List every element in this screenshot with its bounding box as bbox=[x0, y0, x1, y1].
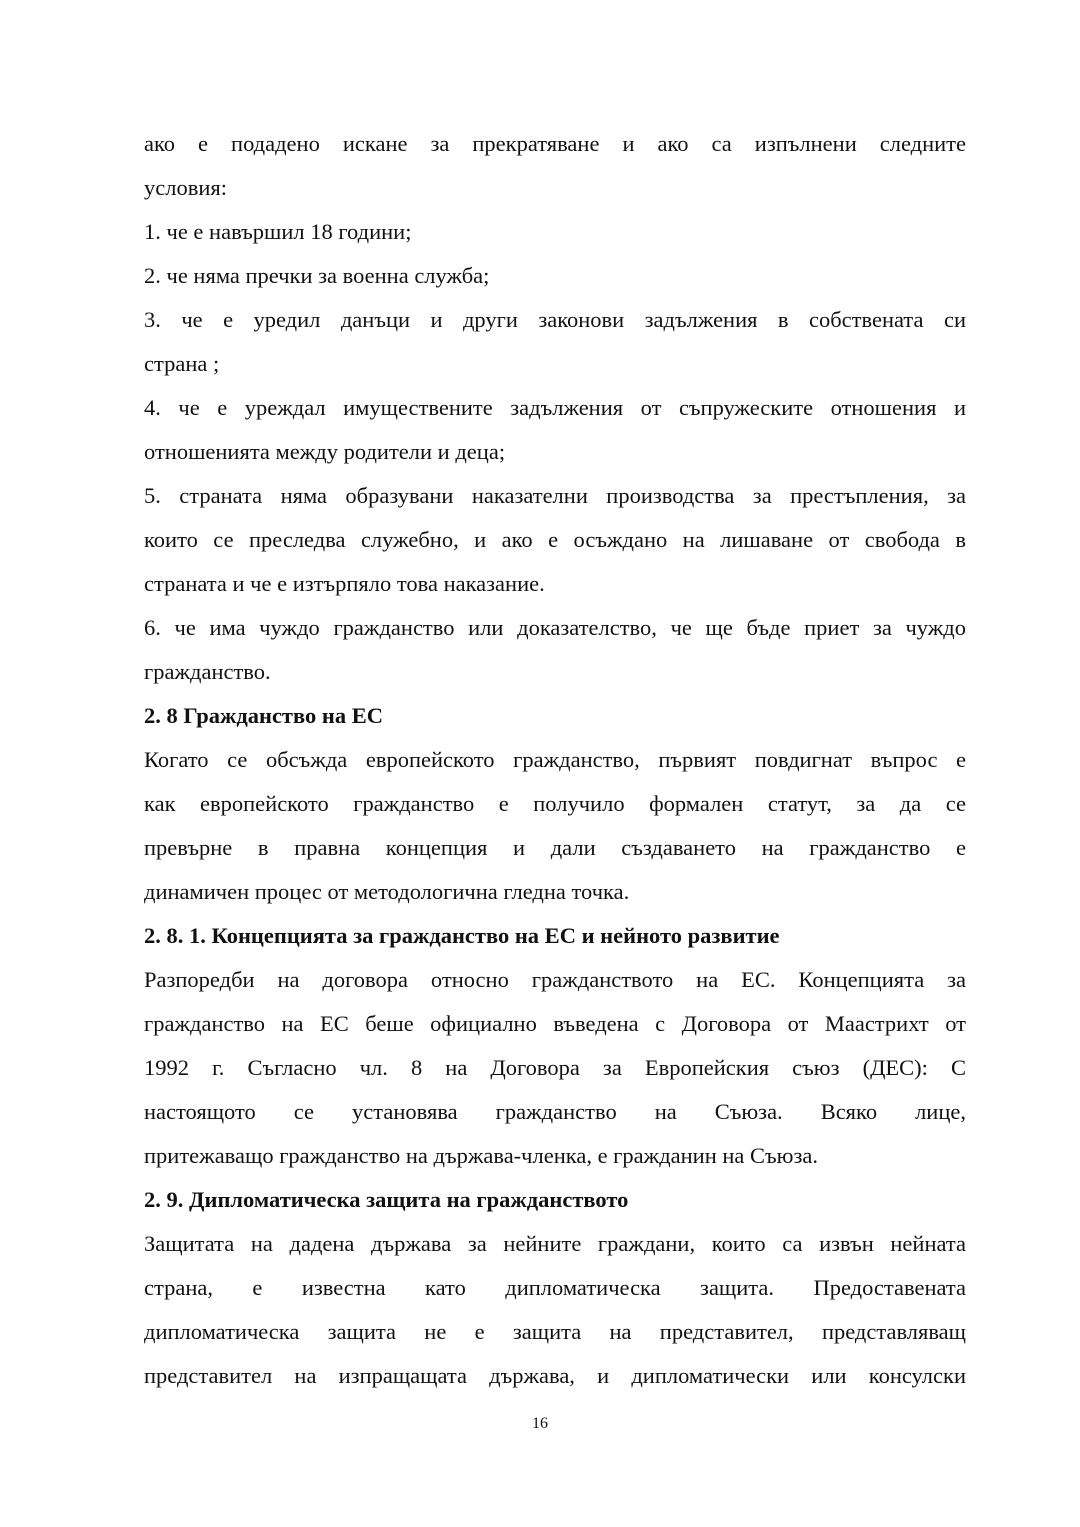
condition-item-6: 6. че има чуждо гражданство или доказателство, че ще бъде приет за чуждо bbox=[144, 615, 966, 640]
section-heading-2-9: 2. 9. Дипломатическа защита на гражданството bbox=[144, 1187, 629, 1212]
condition-item-4-cont: отношенията между родители и деца; bbox=[144, 439, 506, 464]
condition-item-5-cont: страната и че е изтърпяло това наказание. bbox=[144, 571, 545, 596]
paragraph-line: 1992 г. Съгласно чл. 8 на Договора за Европейския съюз (ДЕС): С bbox=[144, 1055, 966, 1080]
condition-item-1: 1. че е навършил 18 години; bbox=[144, 219, 412, 244]
paragraph-line: представител на изпращащата държава, и дипломатически или консулски bbox=[144, 1363, 966, 1388]
paragraph-line: превърне в правна концепция и дали създаването на гражданство е bbox=[144, 835, 966, 860]
condition-item-3: 3. че е уредил данъци и други законови задължения в собствената си bbox=[144, 307, 966, 332]
condition-item-2: 2. че няма пречки за военна служба; bbox=[144, 263, 490, 288]
paragraph-line: дипломатическа защита не е защита на представител, представляващ bbox=[144, 1319, 966, 1344]
condition-item-6-cont: гражданство. bbox=[144, 659, 271, 684]
paragraph-line: притежаващо гражданство на държава-членка, е гражданин на Съюза. bbox=[144, 1143, 818, 1168]
section-heading-2-8-1: 2. 8. 1. Концепцията за гражданство на ЕС и нейното развитие bbox=[144, 923, 780, 948]
list-intro-line: условия: bbox=[144, 175, 227, 200]
condition-item-3-cont: страна ; bbox=[144, 351, 220, 376]
document-body bbox=[144, 122, 966, 1398]
paragraph-line: Защитата на дадена държава за нейните граждани, които са извън нейната bbox=[144, 1231, 966, 1256]
condition-item-5: 5. страната няма образувани наказателни производства за престъпления, за bbox=[144, 483, 966, 508]
page-number: 16 bbox=[532, 1415, 548, 1432]
condition-item-4: 4. че е уреждал имуществените задължения от съпружеските отношения и bbox=[144, 395, 966, 420]
paragraph-line: настоящото се установява гражданство на Съюза. Всяко лице, bbox=[144, 1099, 966, 1124]
list-intro-line: ако е подадено искане за прекратяване и ако са изпълнени следните bbox=[144, 131, 966, 156]
paragraph-line: Разпоредби на договора относно гражданството на ЕС. Концепцията за bbox=[144, 967, 966, 992]
paragraph-line: страна, е известна като дипломатическа защита. Предоставената bbox=[144, 1275, 966, 1300]
condition-item-5-cont: които се преследва служебно, и ако е осъждано на лишаване от свобода в bbox=[144, 527, 966, 552]
paragraph-line: Когато се обсъжда европейското гражданство, първият повдигнат въпрос е bbox=[144, 747, 966, 772]
section-heading-2-8: 2. 8 Гражданство на ЕС bbox=[144, 703, 383, 728]
paragraph-line: динамичен процес от методологична гледна точка. bbox=[144, 879, 630, 904]
paragraph-line: как европейското гражданство е получило формален статут, за да се bbox=[144, 791, 966, 816]
paragraph-line: гражданство на ЕС беше официално въведена с Договора от Маастрихт от bbox=[144, 1011, 966, 1036]
